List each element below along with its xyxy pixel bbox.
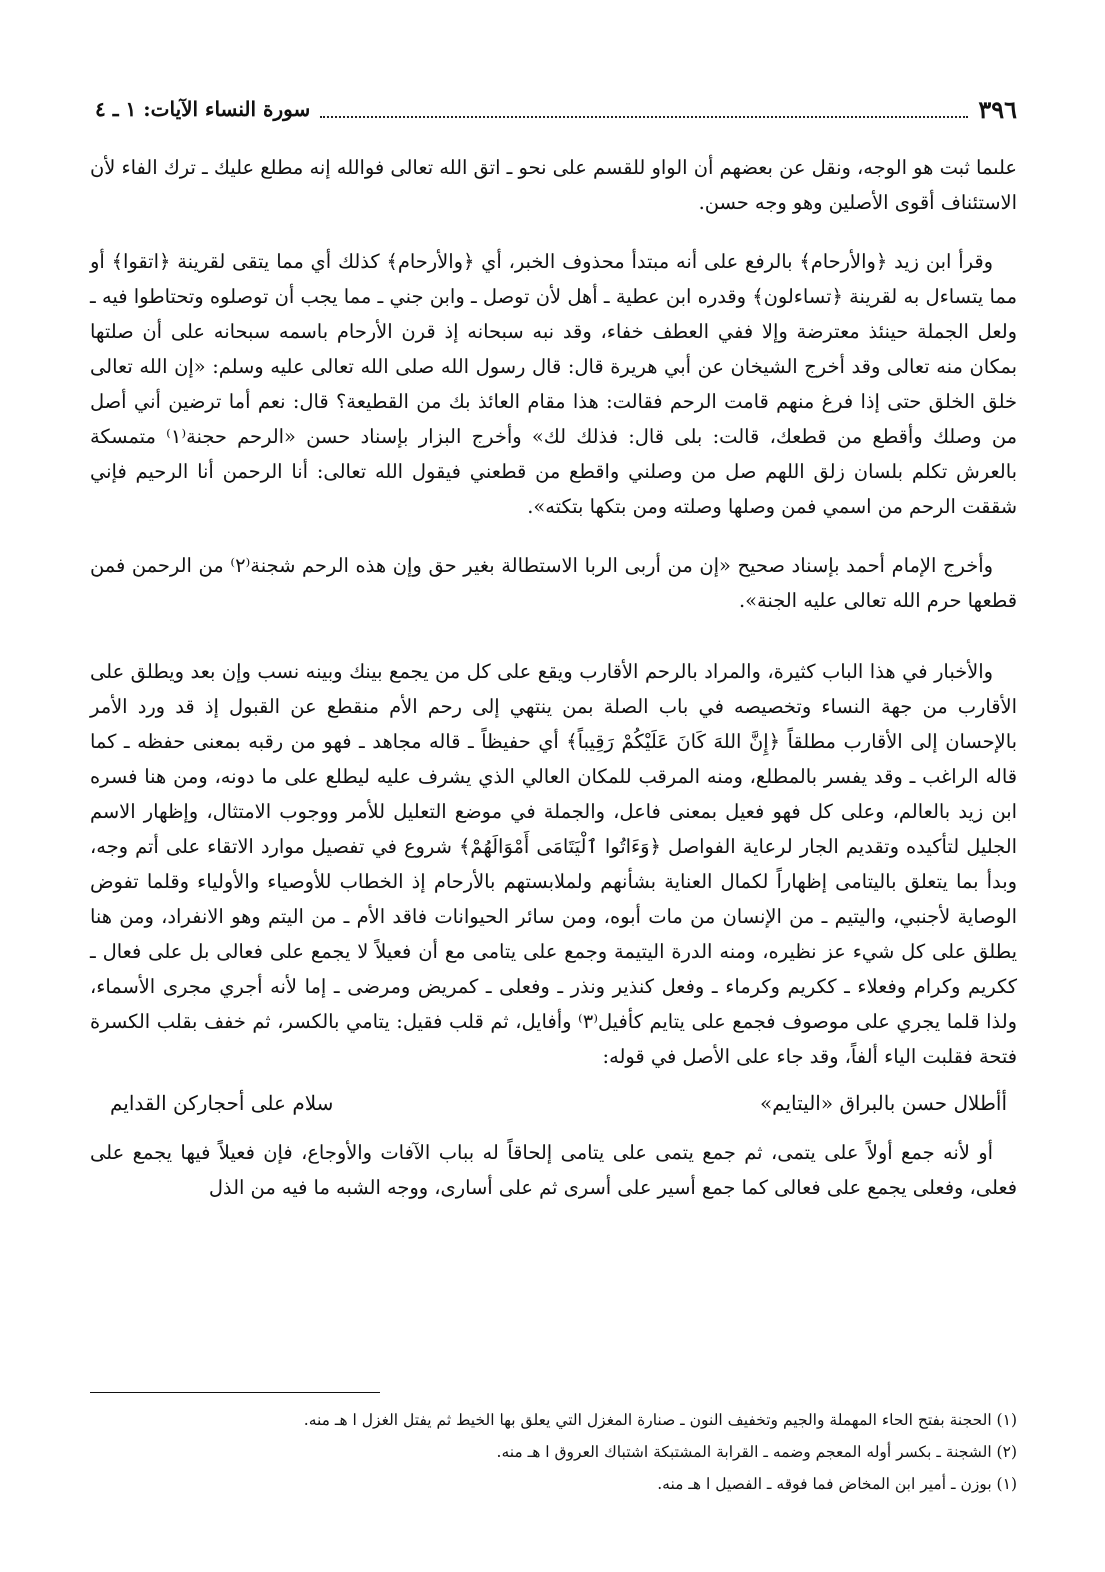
- paragraph: وأخرج الإمام أحمد بإسناد صحيح «إن من أربى الربا الاستطالة بغير حق وإن هذه الرحم شجنة⁽٢⁾ من الرحمن فمن قطعها حرم الله تعالى عليه الجنة».: [90, 554, 1017, 612]
- poetry-verse: [90, 1086, 1017, 1121]
- page-header: [95, 92, 1017, 126]
- main-text: [90, 150, 1017, 1205]
- header-dot-leader: [320, 100, 968, 118]
- verse-second-hemistich: سلام على أحجاركن القدايم: [110, 1091, 334, 1115]
- footnote: (١) بوزن ـ أمير ابن المخاض فما فوقه ـ الفصيل ا هـ منه.: [657, 1475, 1017, 1493]
- paragraph: أو لأنه جمع أولاً على يتمى، ثم جمع يتمى على يتامى إلحاقاً له بباب الآفات والأوجاع، فإن فعيلاً فيها يجمع على فعلى، وفعلى يجمع على فعالى كما جمع أسير على أسرى ثم على أسارى، ووجه الشبه ما فيه من الذل: [90, 1141, 1017, 1199]
- footnote-separator: [90, 1392, 380, 1393]
- paragraph: والأخبار في هذا الباب كثيرة، والمراد بالرحم الأقارب ويقع على كل من يجمع بينك وبينه نسب وإن بعد ويطلق على الأقارب من جهة النساء وتخصيصه في باب الصلة بمن ينتهي إلى رحم الأم منقطع عن القبول إذ قد ورد الأمر بالإحسان إلى الأقارب مطلقاً ﴿إِنَّ اللهَ كَانَ عَلَيْكُمْ رَقِيباً﴾ أي حفيظاً ـ قاله مجاهد ـ فهو من رقبه بمعنى حفظه ـ كما قاله الراغب ـ وقد يفسر بالمطلع، ومنه المرقب للمكان العالي الذي يشرف عليه ليطلع على ما دونه، ومن هنا فسره ابن زيد بالعالم، وعلى كل فهو فعيل بمعنى فاعل، والجملة في موضع التعليل للأمر ووجوب الامتثال، وإظهار الاسم الجليل لتأكيده وتقديم الجار لرعاية الفواصل ﴿وَءَاتُوا ٱلْيَتَامَى أَمْوَالَهُمْ﴾ شروع في تفصيل موارد الاتقاء على أتم وجه، وبدأ بما يتعلق باليتامى إظهاراً لكمال العناية بشأنهم ولملابستهم بالأرحام إذ الخطاب للأوصياء والأولياء وقلما تفوض الوصاية لأجنبي، واليتيم ـ من الإنسان من مات أبوه، ومن سائر الحيوانات فاقد الأم ـ من اليتم وهو الانفراد، ومن هنا يطلق على كل شيء عز نظيره، ومنه الدرة اليتيمة وجمع على يتامى مع أن فعيلاً لا يجمع على فعالى بل على فعال ـ ككريم وكرام وفعلاء ـ ككريم وكرماء ـ وفعل كنذير ونذر ـ وفعلى ـ كمريض ومرضى ـ إما لأنه أجري مجرى الأسماء، ولذا قلما يجري على موصوف فجمع على يتايم كأفيل⁽٣⁾ وأفايل، ثم قلب فقيل: يتامي بالكسر، ثم خفف بقلب الكسرة فتحة فقلبت الياء ألفاً، وقد جاء على الأصل في قوله:: [90, 660, 1017, 1068]
- paragraph: وقرأ ابن زيد ﴿والأرحام﴾ بالرفع على أنه مبتدأ محذوف الخبر، أي ﴿والأرحام﴾ كذلك أي مما يتقى لقرينة ﴿اتقوا﴾ أو مما يتساءل به لقرينة ﴿تساءلون﴾ وقدره ابن عطية ـ أهل لأن توصل ـ وابن جني ـ مما يجب أن توصلوه وتحتاطوا فيه ـ ولعل الجملة حينئذ معترضة وإلا ففي العطف خفاء، وقد نبه سبحانه إذ قرن الأرحام باسمه سبحانه على أن صلتها بمكان منه تعالى وقد أخرج الشيخان عن أبي هريرة قال: قال رسول الله صلى الله تعالى عليه وسلم: «إن الله تعالى خلق الخلق حتى إذا فرغ منهم قامت الرحم فقالت: هذا مقام العائذ بك من القطيعة؟ قال: نعم أما ترضين أني أصل من وصلك وأقطع من قطعك، قالت: بلى قال: فذلك لك» وأخرج البزار بإسناد حسن «الرحم حجنة⁽١⁾ متمسكة بالعرش تكلم بلسان زلق اللهم صل من وصلني واقطع من قطعني فيقول الله تعالى: أنا الرحمن أنا الرحيم فإني شققت الرحم من اسمي فمن وصلها وصلته ومن بتكها بتكته».: [90, 250, 1017, 518]
- verse-first-hemistich: أأطلال حسن بالبراق «اليتايم»: [759, 1091, 1007, 1115]
- running-title: سورة النساء الآيات: ١ ـ ٤: [95, 97, 311, 121]
- footnote: (٢) الشجنة ـ بكسر أوله المعجم وضمه ـ القرابة المشتبكة اشتباك العروق ا هـ منه.: [496, 1443, 1017, 1461]
- paragraph: علىما ثبت هو الوجه، ونقل عن بعضهم أن الواو للقسم على نحو ـ اتق الله تعالى فوالله إنه مطلع عليك ـ ترك الفاء لأن الاستئناف أقوى الأصلين وهو وجه حسن.: [90, 156, 1017, 214]
- footnote: (١) الحجنة بفتح الحاء المهملة والجيم وتخفيف النون ـ صنارة المغزل التي يعلق بها الخيط ثم يفتل الغزل ا هـ منه.: [303, 1411, 1017, 1429]
- footnotes: [90, 1404, 1017, 1500]
- page-number: ٣٩٦: [978, 94, 1017, 124]
